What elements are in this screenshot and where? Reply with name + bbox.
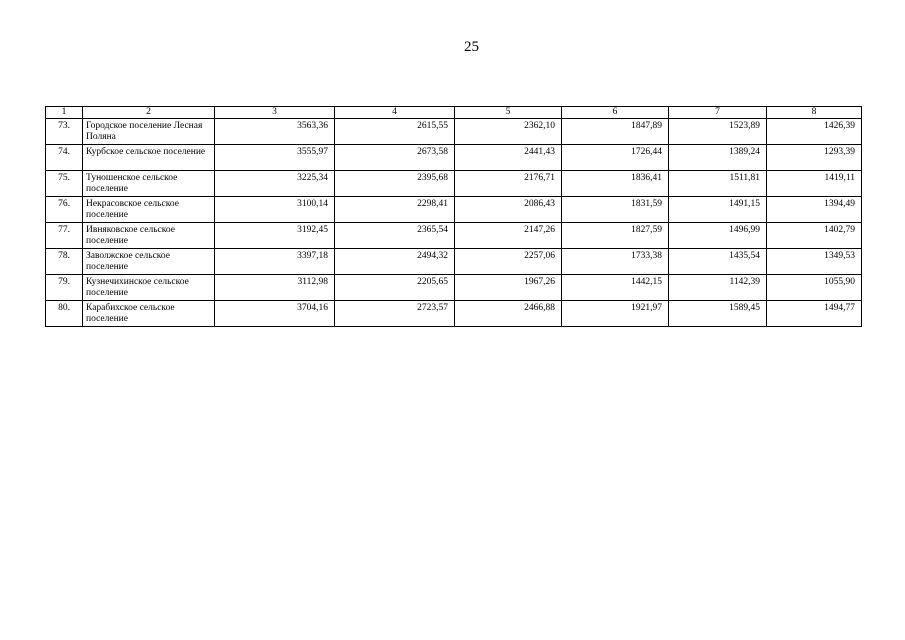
row-number: 79. <box>46 275 83 301</box>
value-cell: 1726,44 <box>562 145 669 171</box>
value-cell: 2395,68 <box>335 171 455 197</box>
value-cell: 2673,58 <box>335 145 455 171</box>
value-cell: 1494,77 <box>767 301 862 327</box>
value-cell: 1511,81 <box>669 171 767 197</box>
value-cell: 3563,36 <box>215 119 335 145</box>
table-row <box>46 171 862 197</box>
value-cell: 3192,45 <box>215 223 335 249</box>
value-cell: 3225,34 <box>215 171 335 197</box>
table-row <box>46 301 862 327</box>
row-number: 75. <box>46 171 83 197</box>
value-cell: 1402,79 <box>767 223 862 249</box>
value-cell: 1055,90 <box>767 275 862 301</box>
settlement-name: Кузнечихинское сельское поселение <box>83 275 215 301</box>
table-row <box>46 275 862 301</box>
value-cell: 1847,89 <box>562 119 669 145</box>
value-cell: 2298,41 <box>335 197 455 223</box>
table-header-row <box>46 107 862 119</box>
value-cell: 1293,39 <box>767 145 862 171</box>
value-cell: 3397,18 <box>215 249 335 275</box>
value-cell: 2723,57 <box>335 301 455 327</box>
value-cell: 2086,43 <box>455 197 562 223</box>
settlement-name: Ивняковское сельское поселение <box>83 223 215 249</box>
row-number: 78. <box>46 249 83 275</box>
row-number: 77. <box>46 223 83 249</box>
page-number: 25 <box>464 39 479 55</box>
value-cell: 1435,54 <box>669 249 767 275</box>
settlement-name: Карабихское сельское поселение <box>83 301 215 327</box>
value-cell: 2176,71 <box>455 171 562 197</box>
value-cell: 2615,55 <box>335 119 455 145</box>
value-cell: 3704,16 <box>215 301 335 327</box>
settlement-name: Туношенское сельское поселение <box>83 171 215 197</box>
value-cell: 1967,26 <box>455 275 562 301</box>
value-cell: 1426,39 <box>767 119 862 145</box>
settlement-name: Некрасовское сельское поселение <box>83 197 215 223</box>
value-cell: 2205,65 <box>335 275 455 301</box>
column-header: 8 <box>767 107 862 119</box>
column-header: 3 <box>215 107 335 119</box>
value-cell: 1394,49 <box>767 197 862 223</box>
table-row <box>46 145 862 171</box>
table-row <box>46 223 862 249</box>
row-number: 76. <box>46 197 83 223</box>
value-cell: 2257,06 <box>455 249 562 275</box>
settlement-name: Городское поселение Лесная Поляна <box>83 119 215 145</box>
value-cell: 1491,15 <box>669 197 767 223</box>
value-cell: 3555,97 <box>215 145 335 171</box>
column-header: 2 <box>83 107 215 119</box>
column-header: 7 <box>669 107 767 119</box>
settlement-name: Курбское сельское поселение <box>83 145 215 171</box>
value-cell: 2494,32 <box>335 249 455 275</box>
value-cell: 2362,10 <box>455 119 562 145</box>
value-cell: 1496,99 <box>669 223 767 249</box>
table-row <box>46 197 862 223</box>
value-cell: 2147,26 <box>455 223 562 249</box>
table-row <box>46 119 862 145</box>
table-row <box>46 249 862 275</box>
value-cell: 2441,43 <box>455 145 562 171</box>
column-header: 5 <box>455 107 562 119</box>
value-cell: 1442,15 <box>562 275 669 301</box>
settlement-name: Заволжское сельское поселение <box>83 249 215 275</box>
column-header: 6 <box>562 107 669 119</box>
value-cell: 1142,39 <box>669 275 767 301</box>
value-cell: 1831,59 <box>562 197 669 223</box>
value-cell: 1349,53 <box>767 249 862 275</box>
value-cell: 3100,14 <box>215 197 335 223</box>
value-cell: 1733,38 <box>562 249 669 275</box>
value-cell: 2466,88 <box>455 301 562 327</box>
row-number: 74. <box>46 145 83 171</box>
value-cell: 2365,54 <box>335 223 455 249</box>
value-cell: 1836,41 <box>562 171 669 197</box>
row-number: 80. <box>46 301 83 327</box>
value-cell: 1921,97 <box>562 301 669 327</box>
value-cell: 1389,24 <box>669 145 767 171</box>
value-cell: 1523,89 <box>669 119 767 145</box>
row-number: 73. <box>46 119 83 145</box>
column-header: 1 <box>46 107 83 119</box>
value-cell: 1419,11 <box>767 171 862 197</box>
column-header: 4 <box>335 107 455 119</box>
value-cell: 1589,45 <box>669 301 767 327</box>
data-table <box>45 106 862 327</box>
value-cell: 3112,98 <box>215 275 335 301</box>
value-cell: 1827,59 <box>562 223 669 249</box>
